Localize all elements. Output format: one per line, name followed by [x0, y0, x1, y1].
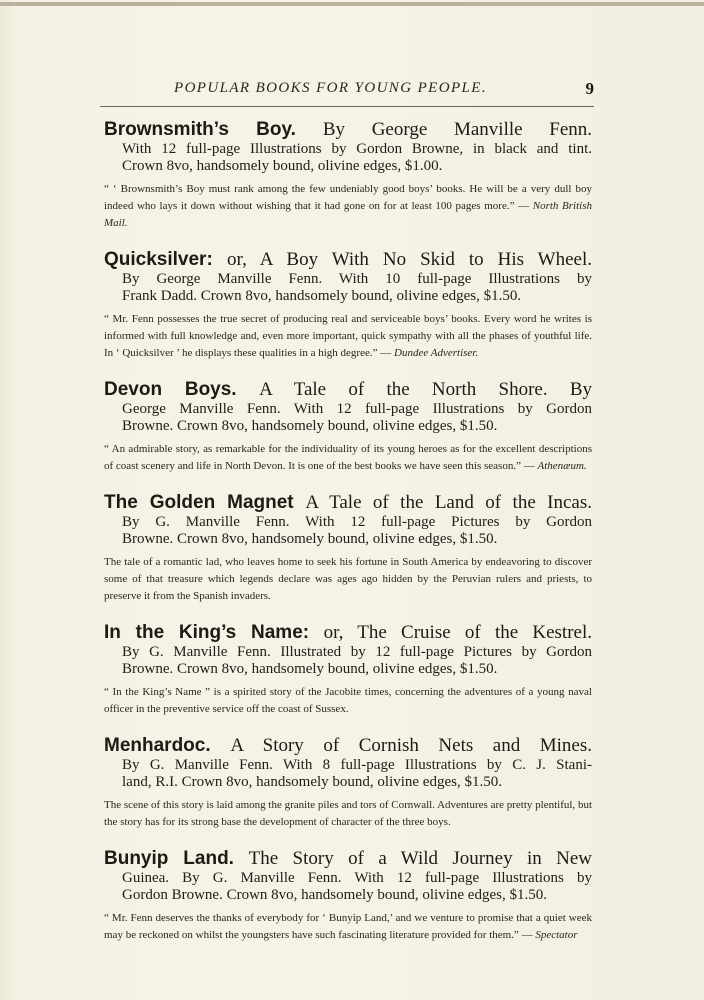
- book-entry: [104, 734, 592, 831]
- header-rule: [100, 106, 594, 107]
- publication-details: Browne. Crown 8vo, handsomely bound, olivine edges, $1.50.: [122, 531, 498, 547]
- page-header: [100, 80, 594, 104]
- review-quote: [104, 554, 592, 605]
- book-title: Brownsmith’s Boy.: [104, 119, 296, 140]
- book-subtitle: or, The Cruise of the Kestrel.: [323, 622, 592, 643]
- publication-details: Guinea. By G. Manville Fenn. With 12 full-page Illustrations by: [122, 870, 592, 886]
- book-title: Menhardoc.: [104, 735, 211, 756]
- publication-details: Gordon Browne. Crown 8vo, handsomely bound, olivine edges, $1.50.: [122, 887, 547, 903]
- publication-details: Crown 8vo, handsomely bound, olivine edges, $1.00.: [122, 158, 443, 174]
- review-source: North British Mail.: [104, 200, 592, 229]
- review-text: “ ‘ Brownsmith’s Boy must rank among the few undeniably good boys’ books. He will be a very dull boy indeed who lays it down without wishing that it had gone on for at least 100 pages more.” —: [104, 183, 592, 212]
- publication-details: Frank Dadd. Crown 8vo, handsomely bound, olivine edges, $1.50.: [122, 288, 522, 304]
- page-number: 9: [585, 79, 594, 98]
- book-entry: [104, 491, 592, 605]
- book-entry: [104, 248, 592, 362]
- publication-details: By G. Manville Fenn. With 8 full-page Illustrations by C. J. Stani-: [122, 757, 592, 773]
- top-edge-rule: [0, 2, 704, 6]
- publication-details: land, R.I. Crown 8vo, handsomely bound, olivine edges, $1.50.: [122, 774, 502, 790]
- book-title-line: [104, 621, 592, 644]
- book-title-line: [104, 847, 592, 870]
- book-title-line: [104, 491, 592, 514]
- publication-details: Browne. Crown 8vo, handsomely bound, olivine edges, $1.50.: [122, 418, 498, 434]
- book-title: Bunyip Land.: [104, 848, 234, 869]
- book-title: The Golden Magnet: [104, 492, 294, 513]
- review-text: “ Mr. Fenn deserves the thanks of everybody for ‘ Bunyip Land,’ and we venture to promise that a quiet week may be reckoned on whilst the youngsters have such fascinating literature provided for them.” —: [104, 912, 592, 941]
- book-subtitle: A Tale of the North Shore. By: [259, 379, 593, 400]
- review-source: Athenæum.: [537, 460, 587, 472]
- book-entry: [104, 378, 592, 475]
- review-source: Spectator: [535, 929, 578, 941]
- book-title-line: [104, 248, 592, 271]
- running-head: POPULAR BOOKS FOR YOUNG PEOPLE.: [174, 80, 487, 96]
- book-subtitle: or, A Boy With No Skid to His Wheel.: [227, 249, 593, 270]
- book-subtitle: The Story of a Wild Journey in New: [248, 848, 592, 869]
- review-text: The tale of a romantic lad, who leaves home to seek his fortune in South America by endeavoring to discover some of that treasure which legends declare was ages ago hidden by the Peruvian rulers and priests, to preserve it from the Spanish invaders.: [104, 556, 592, 602]
- book-title-line: [104, 378, 592, 401]
- review-quote: [104, 181, 592, 232]
- publication-details: By George Manville Fenn. With 10 full-page Illustrations by: [122, 271, 592, 287]
- book-title-line: [104, 734, 592, 757]
- book-title: Quicksilver:: [104, 249, 213, 270]
- review-quote: [104, 441, 592, 475]
- book-title: In the King’s Name:: [104, 622, 310, 643]
- book-subtitle: A Story of Cornish Nets and Mines.: [230, 735, 593, 756]
- review-text: “ Mr. Fenn possesses the true secret of producing real and serviceable boys’ books. Every word he writes is informed with full knowledge and, even more important, quick sympathy with all the phases of youthful life. In ‘ Quicksilver ’ he displays these qualities in a high degree.” —: [104, 313, 592, 359]
- book-subtitle: A Tale of the Land of the Incas.: [305, 492, 593, 513]
- review-quote: [104, 684, 592, 718]
- review-text: The scene of this story is laid among the granite piles and tors of Cornwall. Adventures are pretty plentiful, but the story has for its strong base the development of character of the three boys.: [104, 799, 592, 828]
- review-source: Dundee Advertiser.: [394, 347, 479, 359]
- review-quote: [104, 797, 592, 831]
- book-entry: [104, 621, 592, 718]
- publication-details: By G. Manville Fenn. Illustrated by 12 full-page Pictures by Gordon: [122, 644, 592, 660]
- review-text: “ In the King’s Name ” is a spirited story of the Jacobite times, concerning the adventures of a young naval officer in the preventive service off the coast of Sussex.: [104, 686, 592, 715]
- book-list: [104, 118, 592, 944]
- book-entry: [104, 847, 592, 944]
- book-title-line: [104, 118, 592, 141]
- publication-details: With 12 full-page Illustrations by Gordon Browne, in black and tint.: [122, 141, 592, 157]
- publication-details: By G. Manville Fenn. With 12 full-page Pictures by Gordon: [122, 514, 592, 530]
- book-entry: [104, 118, 592, 232]
- review-quote: [104, 910, 592, 944]
- review-quote: [104, 311, 592, 362]
- book-subtitle: By George Manville Fenn.: [322, 119, 592, 140]
- publication-details: George Manville Fenn. With 12 full-page Illustrations by Gordon: [122, 401, 592, 417]
- publication-details: Browne. Crown 8vo, handsomely bound, olivine edges, $1.50.: [122, 661, 498, 677]
- book-title: Devon Boys.: [104, 379, 237, 400]
- review-text: “ An admirable story, as remarkable for the individuality of its young heroes as for the excellent descriptions of coast scenery and life in North Devon. It is one of the best books we have seen this season.” —: [104, 443, 592, 472]
